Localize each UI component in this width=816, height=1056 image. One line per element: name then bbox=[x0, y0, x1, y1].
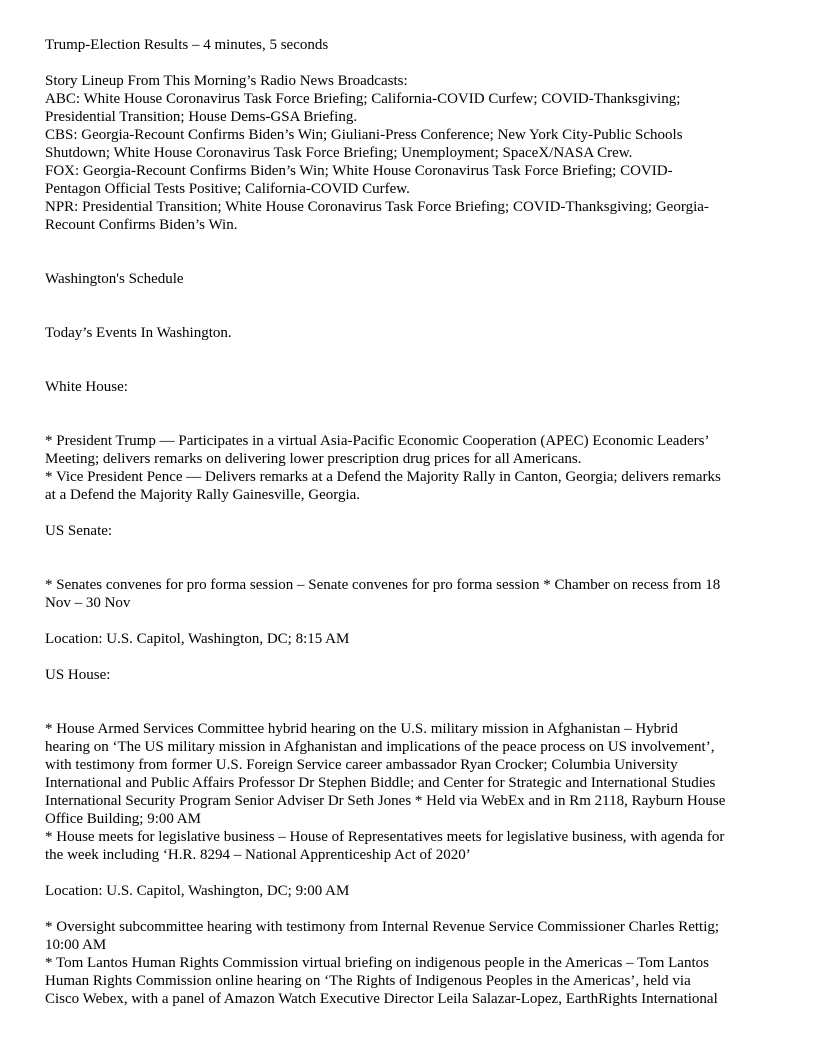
event-line: * President Trump — Participates in a virtual Asia-Pacific Economic Cooperation (APEC) Economic Leaders’ bbox=[45, 433, 710, 449]
house-heading: US House: bbox=[45, 667, 111, 683]
event-line: 10:00 AM bbox=[45, 937, 107, 953]
senate-location: Location: U.S. Capitol, Washington, DC; 8:15 AM bbox=[45, 631, 350, 647]
event-line: * Senates convenes for pro forma session – Senate convenes for pro forma session * Chamber on recess from 18 bbox=[45, 577, 721, 593]
house-location: Location: U.S. Capitol, Washington, DC; 9:00 AM bbox=[45, 883, 350, 899]
event-line: * House Armed Services Committee hybrid hearing on the U.S. military mission in Afghanistan – Hybrid bbox=[45, 721, 678, 737]
lineup-line: ABC: White House Coronavirus Task Force Briefing; California-COVID Curfew; COVID-Thanksgiving; bbox=[45, 91, 681, 107]
house-events bbox=[45, 720, 775, 864]
event-line: * Vice President Pence — Delivers remarks at a Defend the Majority Rally in Canton, Georgia; delivers remarks bbox=[45, 469, 721, 485]
event-line: Nov – 30 Nov bbox=[45, 595, 131, 611]
schedule-title: Washington's Schedule bbox=[45, 271, 184, 287]
lineup-line: FOX: Georgia-Recount Confirms Biden’s Win; White House Coronavirus Task Force Briefing; COVID- bbox=[45, 163, 673, 179]
story-lineup bbox=[45, 72, 775, 234]
lineup-heading: Story Lineup From This Morning’s Radio News Broadcasts: bbox=[45, 73, 408, 89]
event-line: * House meets for legislative business – House of Representatives meets for legislative business, with agenda for bbox=[45, 829, 725, 845]
senate-heading: US Senate: bbox=[45, 523, 113, 539]
schedule-subtitle: Today’s Events In Washington. bbox=[45, 325, 232, 341]
event-line: Meeting; delivers remarks on delivering lower prescription drug prices for all Americans. bbox=[45, 451, 582, 467]
lineup-line: Presidential Transition; House Dems-GSA Briefing. bbox=[45, 109, 358, 125]
event-line: International and Public Affairs Professor Dr Stephen Biddle; and Center for Strategic and International Studies bbox=[45, 775, 716, 791]
event-line: International Security Program Senior Adviser Dr Seth Jones * Held via WebEx and in Rm 2118, Rayburn House bbox=[45, 793, 726, 809]
lineup-line: Shutdown; White House Coronavirus Task Force Briefing; Unemployment; SpaceX/NASA Crew. bbox=[45, 145, 633, 161]
lineup-line: NPR: Presidential Transition; White House Coronavirus Task Force Briefing; COVID-Thanksgiving; Georgia- bbox=[45, 199, 709, 215]
lineup-line: Pentagon Official Tests Positive; California-COVID Curfew. bbox=[45, 181, 410, 197]
event-line: at a Defend the Majority Rally Gainesville, Georgia. bbox=[45, 487, 361, 503]
white-house-heading: White House: bbox=[45, 379, 128, 395]
lineup-line: CBS: Georgia-Recount Confirms Biden’s Win; Giuliani-Press Conference; New York City-Public Schools bbox=[45, 127, 683, 143]
story-title: Trump-Election Results – 4 minutes, 5 seconds bbox=[45, 37, 329, 53]
event-line: * Tom Lantos Human Rights Commission virtual briefing on indigenous people in the Americas – Tom Lantos bbox=[45, 955, 709, 971]
event-line: with testimony from former U.S. Foreign Service career ambassador Ryan Crocker; Columbia University bbox=[45, 757, 678, 773]
event-line: * Oversight subcommittee hearing with testimony from Internal Revenue Service Commissioner Charles Rettig; bbox=[45, 919, 720, 935]
event-line: Cisco Webex, with a panel of Amazon Watch Executive Director Leila Salazar-Lopez, EarthRights International bbox=[45, 991, 718, 1007]
lineup-line: Recount Confirms Biden’s Win. bbox=[45, 217, 238, 233]
event-line: Human Rights Commission online hearing on ‘The Rights of Indigenous Peoples in the Americas’, held via bbox=[45, 973, 691, 989]
event-line: the week including ‘H.R. 8294 – National Apprenticeship Act of 2020’ bbox=[45, 847, 471, 863]
senate-events bbox=[45, 576, 775, 612]
event-line: hearing on ‘The US military mission in Afghanistan and implications of the peace process on US involvement’, bbox=[45, 739, 715, 755]
event-line: Office Building; 9:00 AM bbox=[45, 811, 201, 827]
white-house-events bbox=[45, 432, 775, 504]
house-more-events bbox=[45, 918, 775, 1008]
document-page bbox=[45, 36, 775, 1008]
